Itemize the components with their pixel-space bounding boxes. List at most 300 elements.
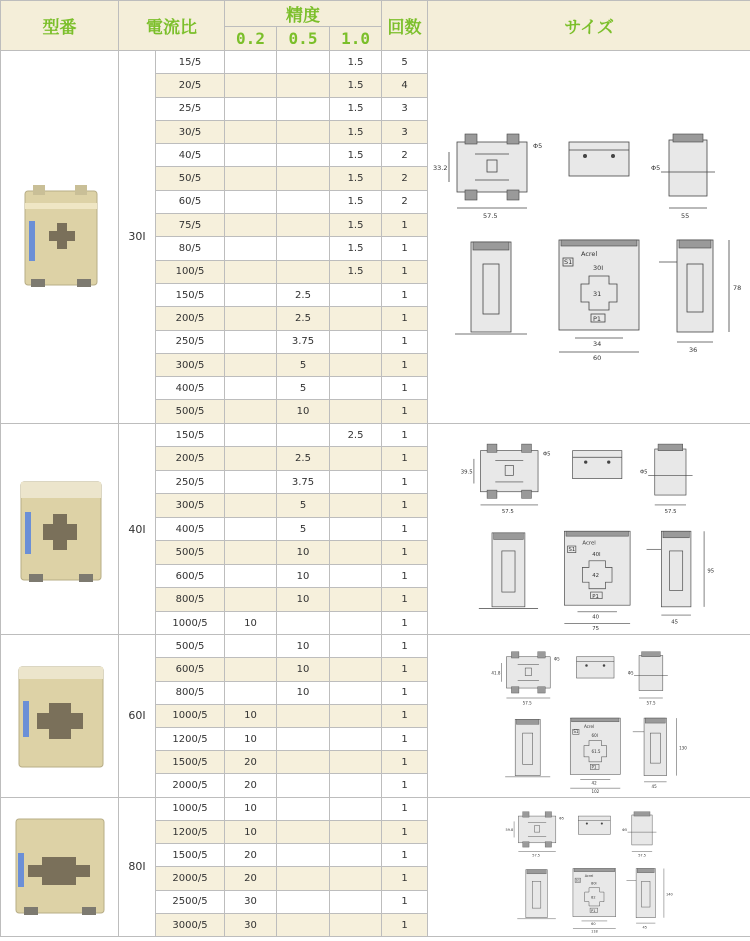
turns-cell: 1 — [382, 635, 428, 658]
ratio-cell: 2500/5 — [156, 890, 225, 913]
accuracy-1-0-cell — [330, 774, 382, 797]
dim-width-5: 45 — [651, 783, 657, 789]
turns-cell: 1 — [382, 797, 428, 820]
dim-width-1: 57.5 — [532, 853, 541, 858]
dim-width-4: 75 — [592, 626, 600, 632]
accuracy-1-0-cell — [330, 541, 382, 565]
terminal-s1: S1 — [573, 728, 579, 734]
accuracy-1-0-cell: 1.5 — [330, 120, 382, 143]
turns-cell: 1 — [382, 377, 428, 400]
dim-width-5: 36 — [689, 345, 698, 354]
accuracy-1-0-cell — [330, 728, 382, 751]
table-row — [1, 797, 750, 820]
header-model: 型番 — [1, 1, 119, 51]
accuracy-0-2-cell — [225, 144, 277, 167]
dim-height: 39.5 — [460, 469, 473, 476]
turns-cell: 1 — [382, 890, 428, 913]
ratio-cell: 30/5 — [156, 120, 225, 143]
ratio-cell: 200/5 — [156, 307, 225, 330]
side-view-top — [577, 656, 615, 677]
accuracy-1-0-cell: 2.5 — [330, 423, 382, 447]
accuracy-1-0-cell — [330, 890, 382, 913]
terminal-s1: S1 — [564, 257, 573, 266]
dim-hole-2: Φ5 — [627, 669, 634, 675]
ratio-cell: 25/5 — [156, 97, 225, 120]
ratio-cell: 250/5 — [156, 470, 225, 494]
header-turns: 回数 — [382, 1, 428, 51]
accuracy-1-0-cell — [330, 844, 382, 867]
accuracy-1-0-cell: 1.5 — [330, 167, 382, 190]
turns-cell: 1 — [382, 330, 428, 353]
dimension-drawing — [429, 426, 749, 632]
accuracy-0-5-cell — [277, 728, 330, 751]
ratio-cell: 15/5 — [156, 51, 225, 74]
accuracy-0-5-cell: 10 — [277, 588, 330, 612]
model-label: 60I — [591, 732, 598, 738]
accuracy-0-2-cell: 30 — [225, 890, 277, 913]
accuracy-0-2-cell: 20 — [225, 774, 277, 797]
turns-cell: 1 — [382, 214, 428, 237]
turns-cell: 2 — [382, 144, 428, 167]
turns-cell: 1 — [382, 681, 428, 704]
terminal-p1: P1 — [593, 314, 602, 323]
turns-cell: 1 — [382, 470, 428, 494]
header-accuracy-1-0: 1.0 — [330, 27, 382, 51]
accuracy-1-0-cell — [330, 470, 382, 494]
accuracy-0-2-cell — [225, 494, 277, 518]
accuracy-0-2-cell: 20 — [225, 751, 277, 774]
accuracy-0-5-cell — [277, 751, 330, 774]
turns-cell: 1 — [382, 517, 428, 541]
ratio-cell: 100/5 — [156, 260, 225, 283]
ratio-cell: 75/5 — [156, 214, 225, 237]
dim-inner: 42 — [592, 573, 600, 580]
turns-cell: 1 — [382, 447, 428, 471]
ratio-cell: 1200/5 — [156, 820, 225, 843]
accuracy-0-2-cell — [225, 120, 277, 143]
accuracy-0-2-cell — [225, 517, 277, 541]
accuracy-0-2-cell — [225, 353, 277, 376]
turns-cell: 1 — [382, 494, 428, 518]
ct-photo-30i — [17, 185, 103, 289]
accuracy-1-0-cell — [330, 681, 382, 704]
top-view — [491, 651, 560, 705]
turns-cell: 5 — [382, 51, 428, 74]
model-label: 40I — [592, 552, 601, 559]
model-name: 60I — [119, 635, 156, 797]
model-name: 80I — [119, 797, 156, 937]
terminal-p1: P1 — [591, 908, 596, 913]
dim-width-4: 60 — [593, 353, 602, 362]
table-row — [1, 635, 750, 658]
dim-width-1: 57.5 — [483, 211, 498, 220]
logo-text: Acrel — [584, 874, 594, 879]
turns-cell: 1 — [382, 914, 428, 937]
accuracy-1-0-cell — [330, 867, 382, 890]
turns-cell: 1 — [382, 423, 428, 447]
ct-photo-60i — [15, 661, 105, 771]
turns-cell: 1 — [382, 751, 428, 774]
table-row — [1, 51, 750, 74]
end-view-top — [651, 134, 715, 220]
accuracy-1-0-cell — [330, 564, 382, 588]
dim-width-3: 40 — [592, 614, 600, 621]
header-accuracy-0-5: 0.5 — [277, 27, 330, 51]
accuracy-1-0-cell — [330, 307, 382, 330]
front-view — [564, 531, 630, 631]
ratio-cell: 600/5 — [156, 658, 225, 681]
ratio-cell: 300/5 — [156, 353, 225, 376]
ratio-cell: 1000/5 — [156, 704, 225, 727]
accuracy-0-2-cell: 10 — [225, 797, 277, 820]
model-label: 30I — [593, 263, 604, 272]
turns-cell: 2 — [382, 167, 428, 190]
header-ratio: 電流比 — [119, 1, 225, 51]
accuracy-0-5-cell — [277, 914, 330, 937]
ratio-cell: 200/5 — [156, 447, 225, 471]
dim-width-2: 57.5 — [638, 853, 647, 858]
accuracy-0-5-cell: 2.5 — [277, 447, 330, 471]
accuracy-0-5-cell — [277, 797, 330, 820]
turns-cell: 1 — [382, 237, 428, 260]
front-view — [573, 869, 616, 934]
accuracy-1-0-cell: 1.5 — [330, 144, 382, 167]
accuracy-0-5-cell: 10 — [277, 658, 330, 681]
accuracy-1-0-cell — [330, 820, 382, 843]
dim-width-2: 57.5 — [646, 700, 656, 706]
side-profile — [479, 533, 538, 609]
accuracy-0-5-cell: 5 — [277, 517, 330, 541]
accuracy-0-5-cell: 3.75 — [277, 330, 330, 353]
accuracy-0-2-cell — [225, 400, 277, 423]
terminal-p1: P1 — [591, 764, 597, 770]
accuracy-0-2-cell — [225, 260, 277, 283]
end-profile — [647, 531, 715, 625]
ratio-cell: 600/5 — [156, 564, 225, 588]
ratio-cell: 2000/5 — [156, 774, 225, 797]
turns-cell: 4 — [382, 74, 428, 97]
accuracy-1-0-cell — [330, 447, 382, 471]
side-profile — [455, 242, 527, 334]
accuracy-0-5-cell: 5 — [277, 377, 330, 400]
accuracy-0-5-cell: 2.5 — [277, 283, 330, 306]
accuracy-1-0-cell — [330, 377, 382, 400]
accuracy-0-5-cell — [277, 190, 330, 213]
side-profile — [505, 719, 550, 777]
accuracy-0-5-cell — [277, 237, 330, 260]
dimension-drawing — [429, 112, 749, 362]
ratio-cell: 3000/5 — [156, 914, 225, 937]
top-view — [461, 444, 551, 515]
accuracy-0-2-cell — [225, 588, 277, 612]
model-label: 80I — [591, 881, 597, 886]
turns-cell: 1 — [382, 611, 428, 635]
accuracy-0-2-cell — [225, 447, 277, 471]
turns-cell: 1 — [382, 867, 428, 890]
side-view-top — [573, 451, 622, 479]
ratio-cell: 500/5 — [156, 541, 225, 565]
turns-cell: 1 — [382, 400, 428, 423]
dim-inner: 61.5 — [591, 748, 601, 754]
ratio-cell: 2000/5 — [156, 867, 225, 890]
accuracy-0-2-cell — [225, 330, 277, 353]
turns-cell: 1 — [382, 541, 428, 565]
accuracy-0-2-cell — [225, 377, 277, 400]
accuracy-0-2-cell — [225, 658, 277, 681]
dim-width-5: 45 — [642, 925, 647, 930]
dim-hole-2: Φ5 — [651, 163, 661, 172]
turns-cell: 1 — [382, 774, 428, 797]
ratio-cell: 1500/5 — [156, 751, 225, 774]
ratio-cell: 400/5 — [156, 377, 225, 400]
dim-hole: Φ5 — [553, 656, 560, 662]
end-view-top — [640, 444, 693, 515]
accuracy-1-0-cell: 1.5 — [330, 51, 382, 74]
dim-width-3: 60 — [591, 922, 596, 927]
product-photo — [1, 51, 119, 424]
accuracy-1-0-cell: 1.5 — [330, 260, 382, 283]
accuracy-0-5-cell: 5 — [277, 494, 330, 518]
ratio-cell: 800/5 — [156, 681, 225, 704]
header-accuracy: 精度 — [225, 1, 382, 27]
ratio-cell: 400/5 — [156, 517, 225, 541]
accuracy-0-5-cell — [277, 260, 330, 283]
accuracy-0-2-cell: 10 — [225, 704, 277, 727]
accuracy-0-2-cell — [225, 214, 277, 237]
accuracy-1-0-cell — [330, 635, 382, 658]
turns-cell: 2 — [382, 190, 428, 213]
turns-cell: 1 — [382, 844, 428, 867]
header-accuracy-0-2: 0.2 — [225, 27, 277, 51]
product-photo — [1, 423, 119, 635]
accuracy-0-5-cell — [277, 144, 330, 167]
dim-hole: Φ5 — [542, 451, 551, 458]
accuracy-0-5-cell — [277, 423, 330, 447]
front-view — [559, 240, 639, 362]
ratio-cell: 60/5 — [156, 190, 225, 213]
ratio-cell: 40/5 — [156, 144, 225, 167]
ratio-cell: 50/5 — [156, 167, 225, 190]
end-view-top — [622, 812, 656, 858]
accuracy-0-5-cell: 10 — [277, 541, 330, 565]
dim-width-4: 102 — [591, 788, 600, 794]
accuracy-0-5-cell — [277, 611, 330, 635]
turns-cell: 3 — [382, 120, 428, 143]
accuracy-0-2-cell — [225, 237, 277, 260]
accuracy-0-2-cell — [225, 423, 277, 447]
accuracy-0-2-cell: 20 — [225, 867, 277, 890]
dim-tall: 95 — [707, 568, 715, 575]
end-profile — [626, 869, 672, 930]
side-profile — [517, 870, 556, 919]
accuracy-0-2-cell: 10 — [225, 611, 277, 635]
dim-inner: 31 — [593, 289, 602, 298]
table-row — [1, 423, 750, 447]
product-photo — [1, 797, 119, 937]
dimension-drawing — [429, 638, 749, 794]
accuracy-0-2-cell — [225, 635, 277, 658]
accuracy-0-5-cell — [277, 120, 330, 143]
turns-cell: 1 — [382, 588, 428, 612]
accuracy-1-0-cell: 1.5 — [330, 74, 382, 97]
ratio-cell: 500/5 — [156, 635, 225, 658]
ratio-cell: 500/5 — [156, 400, 225, 423]
accuracy-0-5-cell — [277, 74, 330, 97]
logo-text: Acrel — [581, 249, 598, 258]
dim-width-1: 57.5 — [501, 509, 514, 516]
ct-photo-40i — [15, 474, 105, 584]
accuracy-0-5-cell — [277, 214, 330, 237]
accuracy-1-0-cell — [330, 611, 382, 635]
accuracy-1-0-cell — [330, 330, 382, 353]
accuracy-1-0-cell — [330, 353, 382, 376]
dim-height: 33.2 — [433, 163, 448, 172]
model-name: 40I — [119, 423, 156, 635]
terminal-s1: S1 — [568, 547, 576, 554]
ratio-cell: 300/5 — [156, 494, 225, 518]
end-profile — [633, 718, 687, 789]
side-view-top — [569, 142, 629, 176]
size-drawing-cell — [428, 51, 750, 424]
dim-width-2: 57.5 — [664, 509, 677, 516]
ratio-cell: 800/5 — [156, 588, 225, 612]
accuracy-1-0-cell — [330, 704, 382, 727]
accuracy-0-2-cell: 10 — [225, 728, 277, 751]
accuracy-0-5-cell — [277, 890, 330, 913]
logo-text: Acrel — [584, 723, 595, 729]
dim-width-1: 57.5 — [522, 700, 532, 706]
accuracy-1-0-cell — [330, 400, 382, 423]
dim-tall: 78 — [733, 283, 742, 292]
size-drawing-cell — [428, 423, 750, 635]
end-view-top — [628, 651, 668, 705]
logo-text: Acrel — [582, 540, 596, 547]
accuracy-0-5-cell: 5 — [277, 353, 330, 376]
accuracy-0-5-cell — [277, 704, 330, 727]
terminal-s1: S1 — [575, 878, 581, 883]
accuracy-1-0-cell: 1.5 — [330, 237, 382, 260]
end-profile — [659, 240, 741, 354]
dim-height: 41.8 — [491, 669, 501, 675]
ratio-cell: 80/5 — [156, 237, 225, 260]
accuracy-0-5-cell: 10 — [277, 564, 330, 588]
accuracy-0-5-cell — [277, 51, 330, 74]
accuracy-0-5-cell — [277, 867, 330, 890]
ratio-cell: 150/5 — [156, 283, 225, 306]
ratio-cell: 1000/5 — [156, 611, 225, 635]
dim-tall: 140 — [666, 892, 673, 897]
accuracy-0-5-cell: 2.5 — [277, 307, 330, 330]
dim-hole: Φ5 — [559, 816, 564, 821]
ratio-cell: 1200/5 — [156, 728, 225, 751]
ct-photo-80i — [12, 815, 108, 919]
accuracy-1-0-cell: 1.5 — [330, 97, 382, 120]
accuracy-1-0-cell — [330, 517, 382, 541]
front-view — [570, 718, 620, 794]
accuracy-1-0-cell — [330, 588, 382, 612]
accuracy-1-0-cell — [330, 751, 382, 774]
accuracy-0-2-cell — [225, 97, 277, 120]
dim-tall: 130 — [679, 745, 687, 751]
ratio-cell: 1000/5 — [156, 797, 225, 820]
accuracy-0-5-cell: 10 — [277, 635, 330, 658]
ratio-cell: 250/5 — [156, 330, 225, 353]
header-size: サイズ — [428, 1, 750, 51]
accuracy-1-0-cell — [330, 914, 382, 937]
dim-width-2: 55 — [681, 211, 690, 220]
accuracy-0-2-cell — [225, 283, 277, 306]
top-view — [506, 812, 564, 858]
turns-cell: 1 — [382, 260, 428, 283]
accuracy-0-2-cell: 30 — [225, 914, 277, 937]
terminal-p1: P1 — [592, 594, 599, 601]
size-drawing-cell — [428, 797, 750, 937]
accuracy-1-0-cell: 1.5 — [330, 214, 382, 237]
model-name: 30I — [119, 51, 156, 424]
accuracy-0-2-cell — [225, 564, 277, 588]
accuracy-0-2-cell: 10 — [225, 820, 277, 843]
accuracy-0-2-cell: 20 — [225, 844, 277, 867]
turns-cell: 3 — [382, 97, 428, 120]
ratio-cell: 1500/5 — [156, 844, 225, 867]
accuracy-1-0-cell — [330, 283, 382, 306]
ratio-cell: 20/5 — [156, 74, 225, 97]
accuracy-0-5-cell: 10 — [277, 400, 330, 423]
accuracy-0-5-cell — [277, 97, 330, 120]
turns-cell: 1 — [382, 704, 428, 727]
dim-hole: Φ5 — [533, 141, 543, 150]
turns-cell: 1 — [382, 353, 428, 376]
dim-width-3: 42 — [591, 780, 597, 786]
turns-cell: 1 — [382, 564, 428, 588]
accuracy-0-2-cell — [225, 74, 277, 97]
accuracy-0-5-cell — [277, 774, 330, 797]
dim-inner: 82 — [591, 895, 596, 900]
turns-cell: 1 — [382, 658, 428, 681]
product-photo — [1, 635, 119, 797]
accuracy-0-2-cell — [225, 51, 277, 74]
accuracy-0-5-cell — [277, 820, 330, 843]
turns-cell: 1 — [382, 728, 428, 751]
dim-hole-2: Φ5 — [639, 469, 648, 476]
accuracy-0-2-cell — [225, 307, 277, 330]
accuracy-0-5-cell — [277, 167, 330, 190]
accuracy-1-0-cell: 1.5 — [330, 190, 382, 213]
accuracy-0-5-cell: 10 — [277, 681, 330, 704]
turns-cell: 1 — [382, 820, 428, 843]
accuracy-0-5-cell: 3.75 — [277, 470, 330, 494]
size-drawing-cell — [428, 635, 750, 797]
dim-width-4: 118 — [591, 929, 598, 934]
dimension-drawing — [429, 800, 749, 934]
accuracy-1-0-cell — [330, 797, 382, 820]
accuracy-1-0-cell — [330, 494, 382, 518]
dim-width-3: 34 — [593, 339, 602, 348]
accuracy-0-2-cell — [225, 681, 277, 704]
side-view-top — [578, 816, 610, 834]
dim-hole-2: Φ5 — [622, 828, 628, 833]
turns-cell: 1 — [382, 307, 428, 330]
accuracy-1-0-cell — [330, 658, 382, 681]
accuracy-0-5-cell — [277, 844, 330, 867]
accuracy-0-2-cell — [225, 190, 277, 213]
dim-height: 59.8 — [505, 828, 514, 833]
dim-width-5: 45 — [671, 619, 679, 626]
accuracy-0-2-cell — [225, 167, 277, 190]
accuracy-0-2-cell — [225, 470, 277, 494]
ratio-cell: 150/5 — [156, 423, 225, 447]
top-view — [433, 134, 542, 220]
